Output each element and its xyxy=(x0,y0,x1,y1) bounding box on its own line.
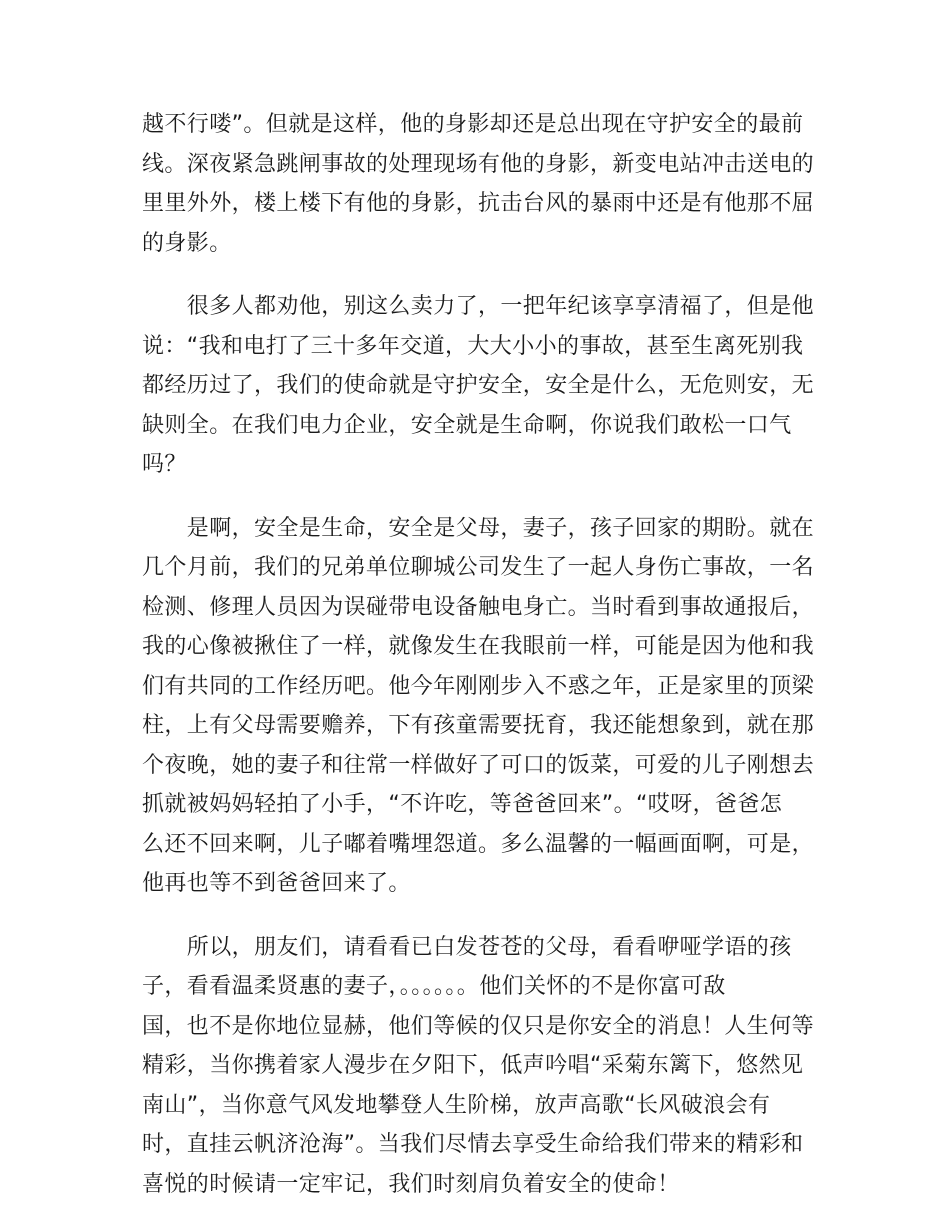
text-line: 吗？ xyxy=(142,452,187,477)
text-line: 很多人都劝他，别这么卖力了，一把年纪该享享清福了，但是他 xyxy=(142,294,815,319)
text-line: 柱，上有父母需要赡养，下有孩童需要抚育，我还能想象到，就在那 xyxy=(142,713,815,738)
text-line: 么还不回来啊，儿子嘟着嘴埋怨道。多么温馨的一幅画面啊，可是， xyxy=(142,831,815,857)
text-line: 检测、修理人员因为误碰带电设备触电身亡。当时看到事故通报后， xyxy=(142,594,815,620)
text-line: 越不行喽”。但就是这样，他的身影却还是总出现在守护安全的最前 xyxy=(142,112,804,137)
text-line: 缺则全。在我们电力企业，安全就是生命啊，你说我们敢松一口气 xyxy=(142,412,792,438)
text-line: 们有共同的工作经历吧。他今年刚刚步入不惑之年，正是家里的顶梁 xyxy=(142,673,815,699)
paragraph xyxy=(142,509,815,904)
text-line: 线。深夜紧急跳闸事故的处理现场有他的身影，新变电站冲击送电的 xyxy=(142,151,815,177)
text-line: 子，看看温柔贤惠的妻子，。。。。。。他们关怀的不是你富可敌 xyxy=(142,974,726,999)
text-line: 他再也等不到爸爸回来了。 xyxy=(142,871,411,896)
text-line: 里里外外，楼上楼下有他的身影，抗击台风的暴雨中还是有他那不屈 xyxy=(142,191,815,216)
text-line: 喜悦的时候请一定牢记，我们时刻肩负着安全的使命！ xyxy=(142,1171,680,1197)
text-line: 的身影。 xyxy=(142,230,232,256)
text-line: 是啊，安全是生命，安全是父母，妻子，孩子回家的期盼。就在 xyxy=(142,515,815,541)
paragraph xyxy=(142,287,815,485)
document-body xyxy=(142,105,815,1228)
text-line: 说：“我和电打了三十多年交道，大大小小的事故，甚至生离死别我 xyxy=(142,333,804,359)
text-line: 所以，朋友们，请看看已白发苍苍的父母，看看咿哑学语的孩 xyxy=(142,934,792,960)
text-line: 精彩，当你携着家人漫步在夕阳下，低声吟唱“采菊东篱下，悠然见 xyxy=(142,1053,804,1078)
text-line: 国，也不是你地位显赫，他们等候的仅只是你安全的消息！人生何等 xyxy=(142,1013,815,1039)
text-line: 抓就被妈妈轻拍了小手，“不许吃，等爸爸回来”。“哎呀，爸爸怎 xyxy=(142,792,783,817)
text-line: 个夜晚，她的妻子和往常一样做好了可口的饭菜，可爱的儿子刚想去 xyxy=(142,752,815,778)
text-line: 南山”，当你意气风发地攀登人生阶梯，放声高歌“长风破浪会有 xyxy=(142,1092,771,1118)
text-line: 我的心像被揪住了一样，就像发生在我眼前一样，可能是因为他和我 xyxy=(142,634,815,659)
paragraph xyxy=(142,928,815,1205)
text-line: 都经历过了，我们的使命就是守护安全，安全是什么，无危则安，无 xyxy=(142,373,815,398)
text-line: 时，直挂云帆济沧海”。当我们尽情去享受生命给我们带来的精彩和 xyxy=(142,1132,804,1157)
paragraph xyxy=(142,105,815,263)
text-line: 几个月前，我们的兄弟单位聊城公司发生了一起人身伤亡事故，一名 xyxy=(142,555,815,580)
